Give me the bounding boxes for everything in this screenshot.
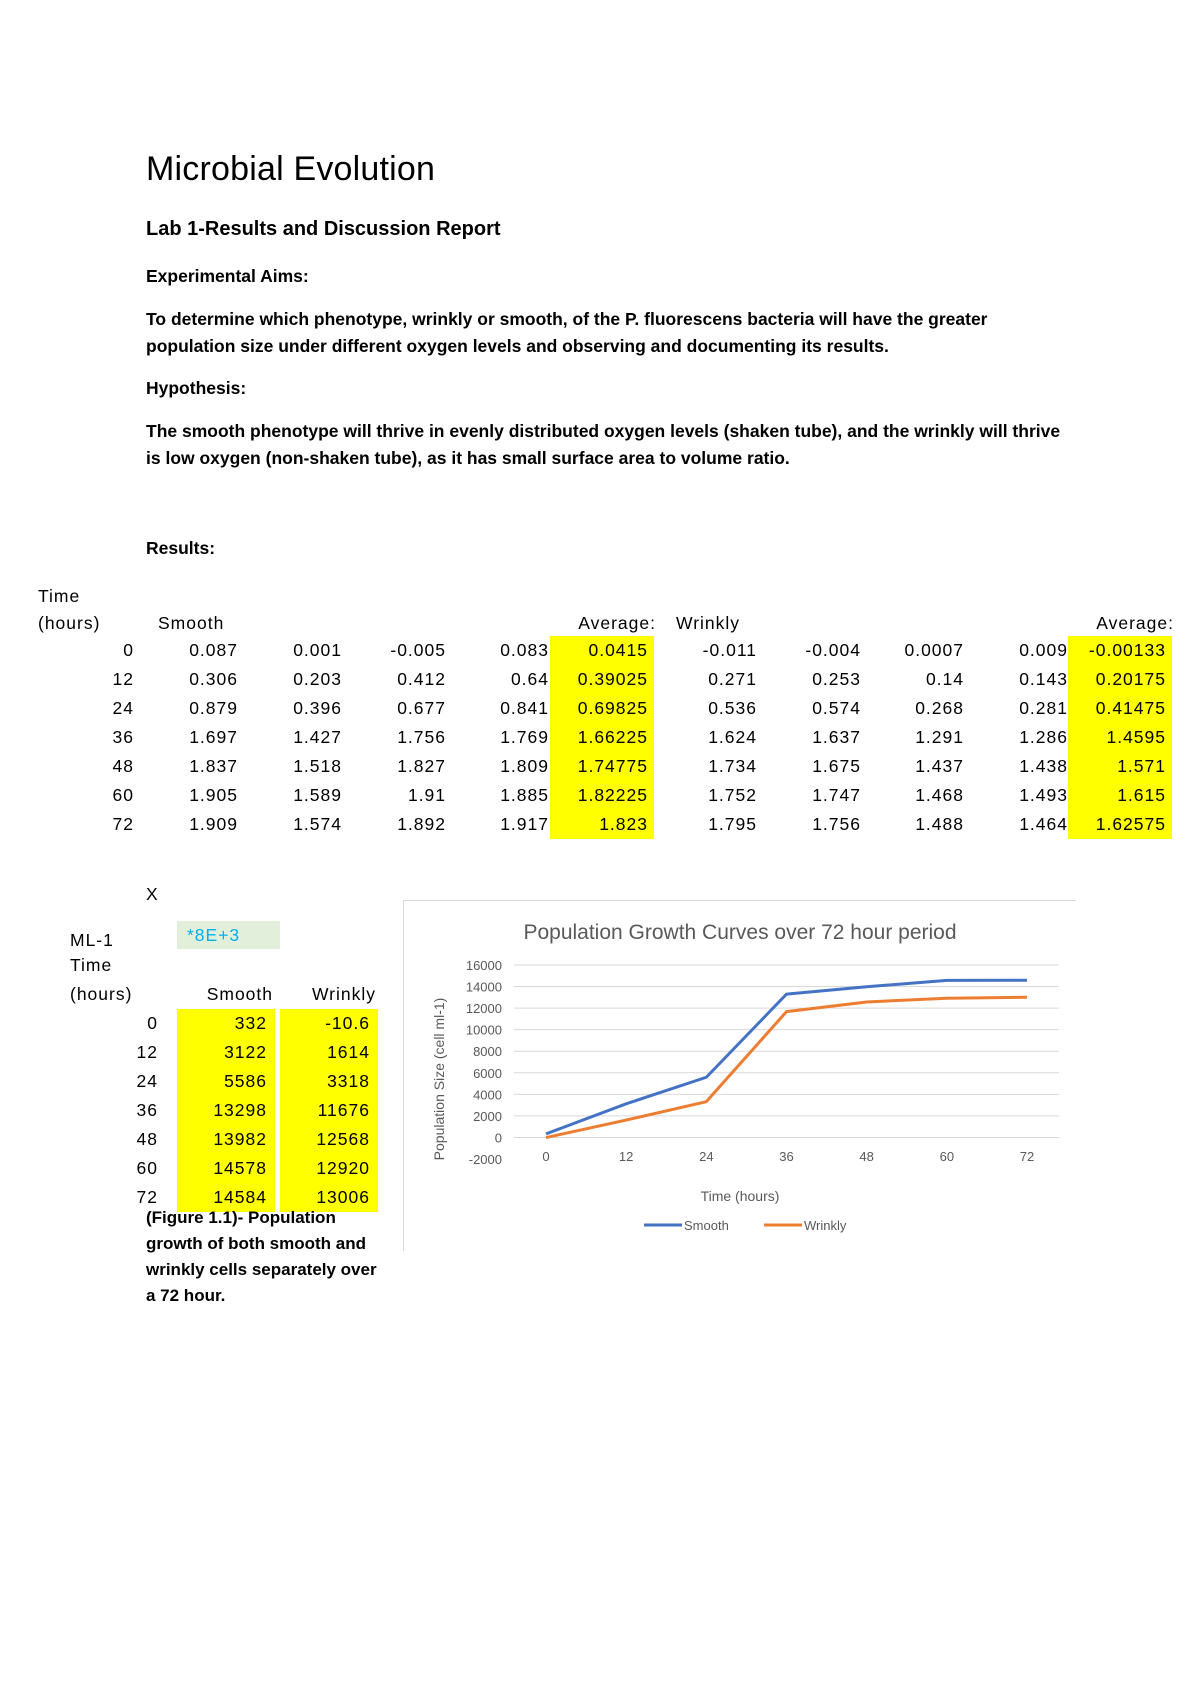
value-cell: 1.291 (915, 727, 964, 747)
value-cell: 1.574 (293, 814, 342, 834)
chart-title: Population Growth Curves over 72 hour period (523, 921, 957, 944)
x-tick-label: 60 (939, 1149, 955, 1164)
average-cell: 0.20175 (1068, 665, 1172, 694)
conv-smooth-header: Smooth (206, 984, 273, 1004)
value-cell: 0.677 (397, 698, 446, 718)
aims-text: To determine which phenotype, wrinkly or smooth, of the P. fluorescens bacteria will have the greater population size under different oxygen levels and observing and documenting its results. (146, 309, 988, 356)
y-tick-label: 12000 (465, 1001, 502, 1017)
value-cell: 1.809 (500, 756, 549, 776)
conv-smooth-cell: 13982 (177, 1125, 275, 1154)
value-cell: 1.493 (1019, 785, 1068, 805)
value-cell: 0.281 (1019, 698, 1068, 718)
conv-smooth-cell: 14578 (177, 1154, 275, 1183)
average-cell: 1.823 (550, 810, 654, 839)
conv-smooth-cell: 3122 (177, 1038, 275, 1067)
y-tick-label: -2000 (468, 1152, 502, 1167)
conv-wrinkly-cell: 12568 (280, 1125, 378, 1154)
document-title: Microbial Evolution (146, 150, 436, 188)
time-header-line2: (hours) (38, 613, 101, 633)
value-cell: 1.909 (189, 814, 238, 834)
value-cell: -0.004 (805, 640, 861, 660)
value-cell: 0.0007 (904, 640, 964, 660)
value-cell: 1.752 (708, 785, 757, 805)
conv-time-header-line2: (hours) (70, 984, 133, 1004)
value-cell: 0.009 (1019, 640, 1068, 660)
value-cell: 0.14 (925, 669, 964, 689)
conv-wrinkly-cell: 1614 (280, 1038, 378, 1067)
legend-label: Smooth (684, 1218, 729, 1233)
y-tick-label: 8000 (473, 1044, 502, 1060)
value-cell: 0.879 (189, 698, 238, 718)
time-cell: 48 (112, 756, 134, 776)
time-cell: 36 (112, 727, 134, 747)
average-cell: -0.00133 (1068, 636, 1172, 665)
y-tick-label: 2000 (473, 1108, 502, 1124)
x-axis-label: Time (hours) (700, 1188, 780, 1204)
value-cell: 1.624 (708, 727, 757, 747)
value-cell: 1.905 (189, 785, 238, 805)
value-cell: 0.001 (293, 640, 342, 660)
wrinkly-header: Wrinkly (676, 613, 741, 633)
value-cell: 0.083 (500, 640, 549, 660)
legend-label: Wrinkly (804, 1218, 847, 1233)
series-line-wrinkly (546, 997, 1027, 1137)
value-cell: 0.271 (708, 669, 757, 689)
value-cell: 1.917 (500, 814, 549, 834)
value-cell: 1.795 (708, 814, 757, 834)
y-tick-label: 0 (494, 1130, 502, 1146)
conv-smooth-cell: 332 (177, 1009, 275, 1038)
aims-heading: Experimental Aims: (146, 266, 309, 286)
conv-time-cell: 24 (136, 1071, 158, 1091)
value-cell: 1.747 (812, 785, 861, 805)
value-cell: 1.827 (397, 756, 446, 776)
average-cell: 0.69825 (550, 694, 654, 723)
hypothesis-heading: Hypothesis: (146, 378, 247, 398)
results-heading: Results: (146, 538, 216, 558)
population-growth-chart (404, 901, 1076, 1251)
average-cell: 1.615 (1068, 781, 1172, 810)
value-cell: 1.892 (397, 814, 446, 834)
y-tick-label: 14000 (465, 979, 502, 995)
value-cell: 1.837 (189, 756, 238, 776)
value-cell: 0.143 (1019, 669, 1068, 689)
wrinkly-average-header: Average: (1096, 613, 1174, 633)
conv-time-header-line1: Time (70, 955, 113, 975)
chart-container (403, 900, 1076, 1251)
value-cell: 0.253 (812, 669, 861, 689)
conv-time-cell: 12 (136, 1042, 158, 1062)
conv-wrinkly-cell: 11676 (280, 1096, 378, 1125)
value-cell: 0.841 (500, 698, 549, 718)
hypothesis-text: The smooth phenotype will thrive in evenly distributed oxygen levels (shaken tube), and the wrinkly will thrive is low oxygen (non-shaken tube), as it has small surface area to volume ratio. (146, 421, 1061, 468)
value-cell: 0.203 (293, 669, 342, 689)
value-cell: 0.268 (915, 698, 964, 718)
value-cell: 0.306 (189, 669, 238, 689)
average-cell: 1.66225 (550, 723, 654, 752)
conv-wrinkly-cell: -10.6 (280, 1009, 378, 1038)
conv-time-cell: 60 (136, 1158, 158, 1178)
x-tick-label: 72 (1019, 1149, 1035, 1164)
conv-wrinkly-cell: 13006 (280, 1183, 378, 1212)
conv-time-cell: 0 (147, 1013, 158, 1033)
average-cell: 0.0415 (550, 636, 654, 665)
value-cell: 0.087 (189, 640, 238, 660)
value-cell: 1.91 (407, 785, 446, 805)
value-cell: -0.005 (390, 640, 446, 660)
value-cell: 1.518 (293, 756, 342, 776)
value-cell: 0.64 (510, 669, 549, 689)
value-cell: 1.438 (1019, 756, 1068, 776)
conv-time-cell: 48 (136, 1129, 158, 1149)
value-cell: 1.885 (500, 785, 549, 805)
conv-smooth-cell: 5586 (177, 1067, 275, 1096)
average-cell: 1.4595 (1068, 723, 1172, 752)
conversion-factor: *8E+3 (177, 921, 280, 949)
average-cell: 1.82225 (550, 781, 654, 810)
time-cell: 0 (123, 640, 134, 660)
value-cell: 0.536 (708, 698, 757, 718)
value-cell: 1.437 (915, 756, 964, 776)
value-cell: 0.396 (293, 698, 342, 718)
conv-time-cell: 72 (136, 1187, 158, 1207)
smooth-header: Smooth (158, 613, 225, 633)
value-cell: 1.637 (812, 727, 861, 747)
value-cell: 1.427 (293, 727, 342, 747)
time-cell: 24 (112, 698, 134, 718)
ml-label: ML-1 (70, 930, 114, 950)
time-cell: 60 (112, 785, 134, 805)
value-cell: 1.756 (812, 814, 861, 834)
value-cell: 1.468 (915, 785, 964, 805)
conv-wrinkly-cell: 3318 (280, 1067, 378, 1096)
x-tick-label: 0 (542, 1149, 550, 1164)
conv-smooth-cell: 14584 (177, 1183, 275, 1212)
multiplier-x-label: X (146, 884, 158, 904)
y-axis-label: Population Size (cell ml-1) (431, 997, 447, 1161)
value-cell: 0.574 (812, 698, 861, 718)
series-line-smooth (546, 980, 1027, 1134)
value-cell: 1.488 (915, 814, 964, 834)
value-cell: -0.011 (702, 640, 757, 660)
value-cell: 1.734 (708, 756, 757, 776)
conv-time-cell: 36 (136, 1100, 158, 1120)
time-header-line1: Time (38, 586, 81, 606)
value-cell: 1.769 (500, 727, 549, 747)
average-cell: 1.74775 (550, 752, 654, 781)
average-cell: 1.62575 (1068, 810, 1172, 839)
value-cell: 1.464 (1019, 814, 1068, 834)
value-cell: 1.589 (293, 785, 342, 805)
average-cell: 0.39025 (550, 665, 654, 694)
x-tick-label: 36 (779, 1149, 794, 1164)
conv-smooth-cell: 13298 (177, 1096, 275, 1125)
x-tick-label: 24 (699, 1149, 714, 1164)
document-subtitle: Lab 1-Results and Discussion Report (146, 218, 501, 240)
average-cell: 0.41475 (1068, 694, 1172, 723)
conv-wrinkly-cell: 12920 (280, 1154, 378, 1183)
x-tick-label: 12 (618, 1149, 634, 1164)
time-cell: 12 (112, 669, 134, 689)
x-tick-label: 48 (859, 1149, 874, 1164)
y-tick-label: 6000 (473, 1065, 502, 1081)
value-cell: 1.756 (397, 727, 446, 747)
y-tick-label: 4000 (473, 1087, 502, 1103)
value-cell: 1.697 (189, 727, 238, 747)
y-tick-label: 16000 (465, 958, 502, 973)
smooth-average-header: Average: (578, 613, 656, 633)
y-tick-label: 10000 (465, 1022, 502, 1038)
value-cell: 1.286 (1019, 727, 1068, 747)
average-cell: 1.571 (1068, 752, 1172, 781)
figure-caption: (Figure 1.1)- Population growth of both smooth and wrinkly cells separately over a 72 hour. (146, 1208, 377, 1305)
time-cell: 72 (112, 814, 134, 834)
value-cell: 1.675 (812, 756, 861, 776)
value-cell: 0.412 (397, 669, 446, 689)
conv-wrinkly-header: Wrinkly (311, 984, 376, 1004)
